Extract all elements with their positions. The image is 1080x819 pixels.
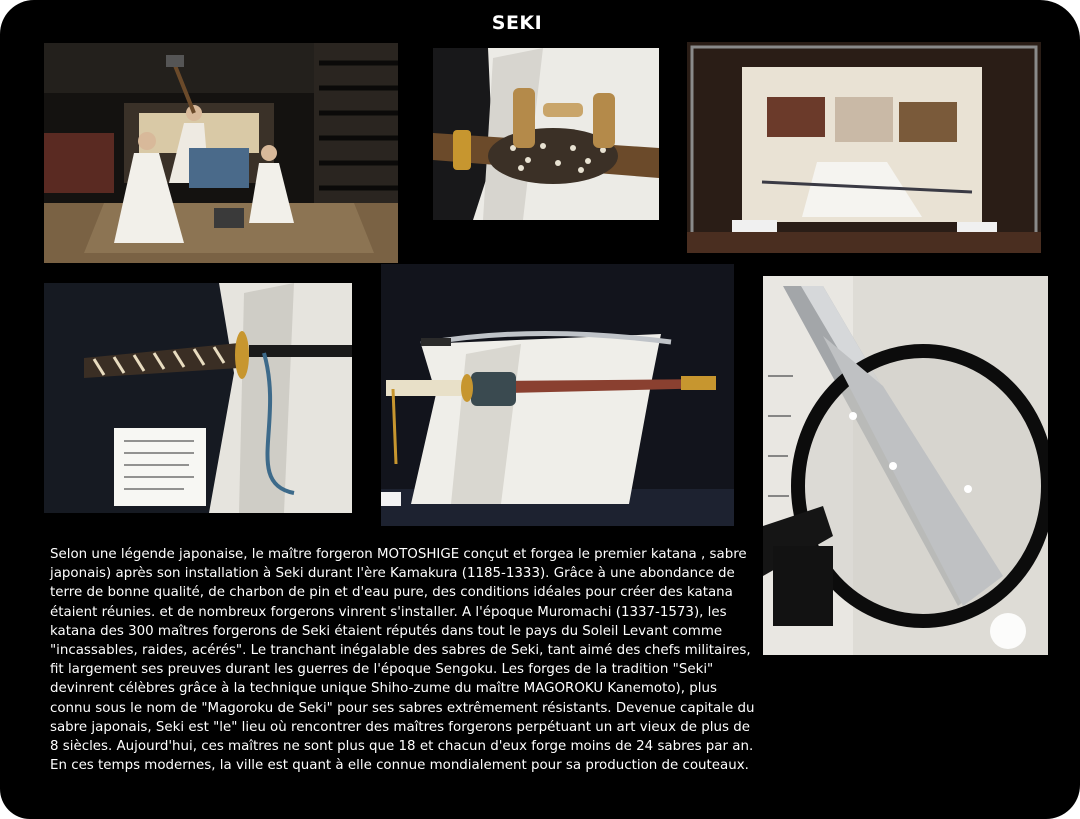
body-caption: Selon une légende japonaise, le maître forgeron MOTOSHIGE conçut et forgea le premier katana , sabre japonais) après son installation à Seki durant l'ère Kamakura (1185-1333). Grâce à une abondance de terre de bonne qualité, de charbon de pin et d'eau pure, des conditions idéales pour créer des katana étaient réunies. et de nombreux forgerons vinrent s'installer. A l'époque Muromachi (1337-1573), les katana des 300 maîtres forgerons de Seki étaient réputés dans tout le pays du Soleil Levant comme "incassables, raides, acérés". Le tranchant inégalable des sabres de Seki, tant aimé des chefs militaires, fit largement ses preuves durant les guerres de l'époque Sengoku. Les forges de la tradition "Seki" devinrent célèbres grâce à la technique unique Shiho-zume du maître MAGOROKU Kanemoto), plus connu sous le nom de "Magoroku de Seki" pour ses sabres extrêmement résistants. Devenue capitale du sabre japonais, Seki est "le" lieu où rencontrer des maîtres forgerons perpétuant un art vieux de plus de 8 siècles. Aujourd'hui, ces maîtres ne sont plus que 18 et chacun d'eux forge moins de 24 sabres par an. En ces temps modernes, la ville est quant à elle connue mondialement pour sa production de couteaux. bbox=[50, 547, 755, 774]
photo-katana-on-stand bbox=[381, 264, 734, 526]
photo-display-case bbox=[687, 42, 1041, 253]
page-title: SEKI bbox=[491, 12, 543, 34]
photo-hilt-closeup bbox=[433, 48, 659, 220]
photo-katana-hilt-label bbox=[44, 283, 352, 513]
photo-forge-diorama bbox=[44, 43, 398, 263]
photo-magnifier-blade bbox=[763, 276, 1048, 655]
